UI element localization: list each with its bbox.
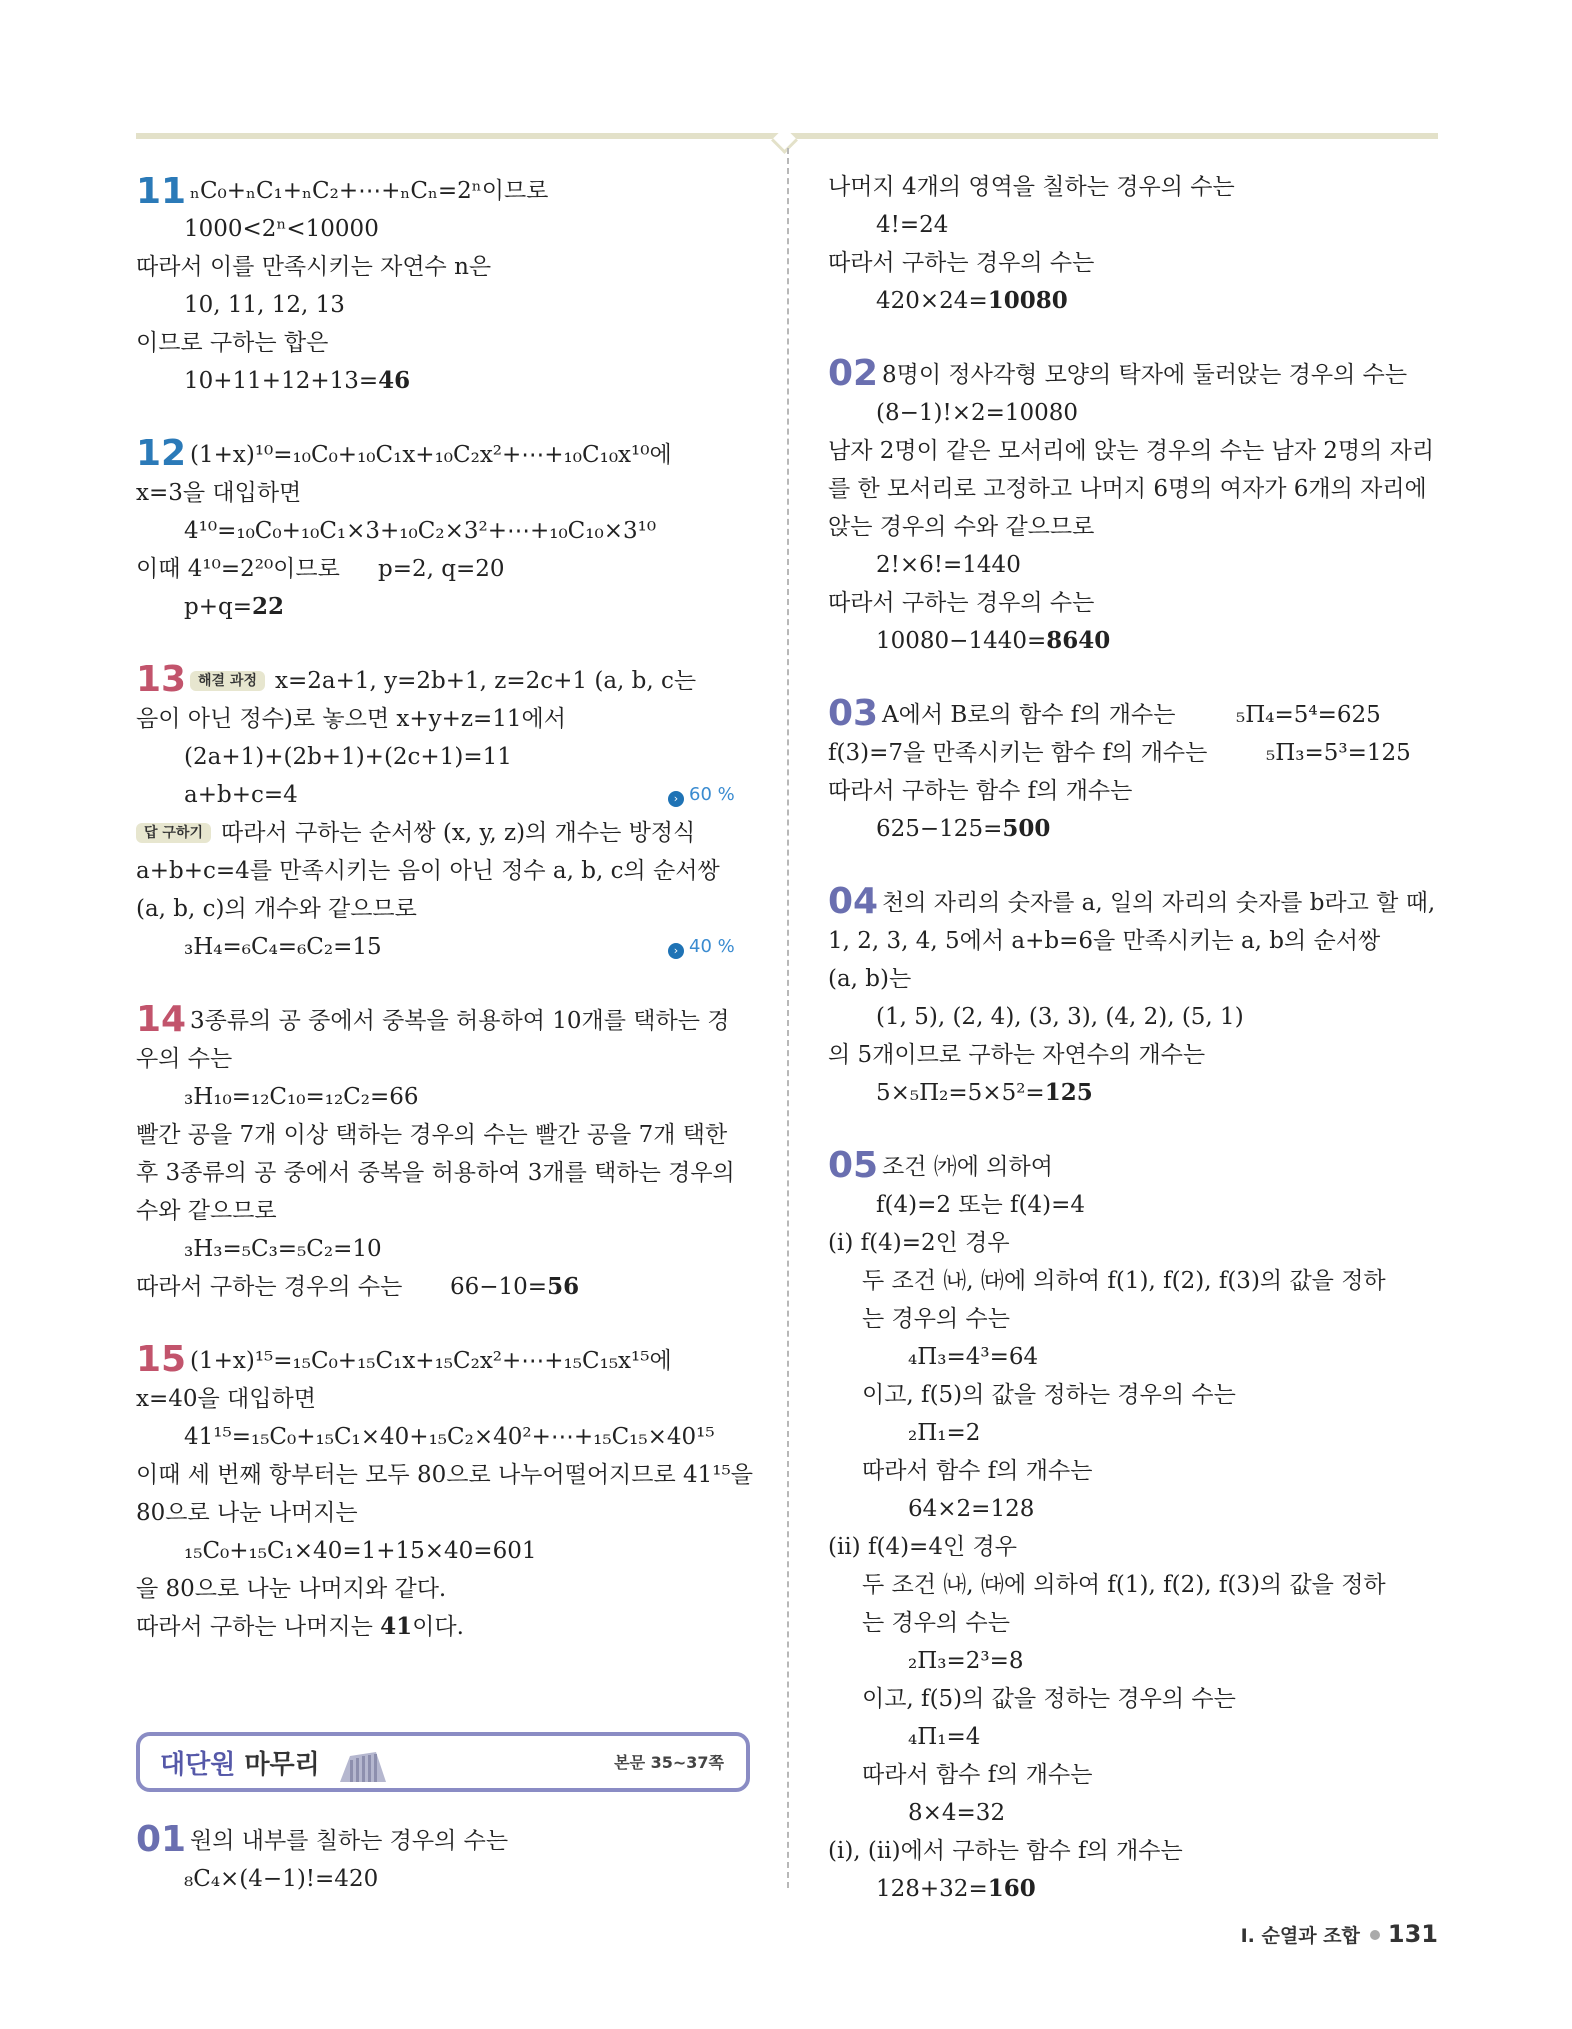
- page-reference: 본문 35~37쪽: [614, 1753, 724, 1772]
- text-line: 는 경우의 수는: [862, 1306, 1010, 1332]
- answer: 500: [1002, 815, 1051, 842]
- expression: 420×24=: [876, 288, 988, 314]
- expression: 625−125=: [876, 816, 1003, 842]
- text-line: 10, 11, 12, 13: [184, 292, 345, 318]
- circle-arrow-icon: ›: [668, 791, 684, 807]
- text-line: 는 경우의 수는: [862, 1610, 1010, 1636]
- text-line: 원의 내부를 칠하는 경우의 수는: [190, 1828, 509, 1854]
- text-line: 을 80으로 나눈 나머지와 같다.: [136, 1576, 447, 1602]
- banner-title: 대단원 마무리: [160, 1750, 320, 1780]
- text-line: 따라서 구하는 함수 f의 개수는: [828, 778, 1133, 804]
- problem-number: 01: [136, 1819, 187, 1860]
- text-line: (1+x)¹⁰=₁₀C₀+₁₀C₁x+₁₀C₂x²+⋯+₁₀C₁₀x¹⁰에: [190, 442, 672, 468]
- problem-number: 13: [136, 659, 187, 700]
- text-line: 를 한 모서리로 고정하고 나머지 6명의 여자가 6개의 자리에: [828, 476, 1427, 502]
- text-line: (1+x)¹⁵=₁₅C₀+₁₅C₁x+₁₅C₂x²+⋯+₁₅C₁₅x¹⁵에: [190, 1348, 672, 1374]
- problem-number: 15: [136, 1339, 187, 1380]
- text-line: ₄Π₁=4: [908, 1724, 981, 1750]
- column-divider: [787, 148, 789, 1888]
- answer-line: [876, 1078, 1093, 1108]
- text-line: (8−1)!×2=10080: [876, 400, 1079, 426]
- answer: 10080: [987, 287, 1068, 314]
- text-line: 8×4=32: [908, 1800, 1006, 1826]
- text-line: 4¹⁰=₁₀C₀+₁₀C₁×3+₁₀C₂×3²+⋯+₁₀C₁₀×3¹⁰: [184, 518, 657, 544]
- text-line: 따라서 구하는 순서쌍 (x, y, z)의 개수는 방정식: [220, 820, 696, 846]
- building-icon: [336, 1742, 388, 1782]
- text-line: 따라서 함수 f의 개수는: [862, 1458, 1093, 1484]
- expression: 66−10=: [450, 1274, 548, 1300]
- step-chip: 답 구하기: [136, 823, 211, 843]
- answer: 41: [380, 1613, 413, 1640]
- answer-line: [876, 626, 1110, 656]
- answer: 8640: [1046, 627, 1111, 654]
- answer-line: [136, 1612, 464, 1642]
- answer-line: [450, 1272, 579, 1302]
- text: 따라서 구하는 나머지는: [136, 1614, 373, 1640]
- text-line: f(3)=7을 만족시키는 함수 f의 개수는: [828, 740, 1208, 766]
- answer: 46: [378, 367, 411, 394]
- text-line: (a, b)는: [828, 966, 912, 992]
- text-line: 이고, f(5)의 값을 정하는 경우의 수는: [862, 1686, 1236, 1712]
- expression: p+q=: [184, 594, 252, 620]
- text-line: 4!=24: [876, 212, 949, 238]
- text-line: ₙC₀+ₙC₁+ₙC₂+⋯+ₙCₙ=2ⁿ이므로: [190, 178, 549, 204]
- problem-number: 04: [828, 881, 879, 922]
- text-line: ₁₅C₀+₁₅C₁×40=1+15×40=601: [184, 1538, 537, 1564]
- expression: 5×₅Π₂=5×5²=: [876, 1080, 1045, 1106]
- text-line: 2!×6!=1440: [876, 552, 1021, 578]
- answer-line: [876, 286, 1068, 316]
- expression: 10+11+12+13=: [184, 368, 379, 394]
- score-badge: › 40 %: [668, 932, 735, 962]
- answer: 160: [987, 1875, 1036, 1902]
- text-line: 8명이 정사각형 모양의 탁자에 둘러앉는 경우의 수는: [882, 362, 1408, 388]
- problem-number: 05: [828, 1145, 879, 1186]
- text-line: 수와 같으므로: [136, 1198, 277, 1224]
- text: 이다.: [412, 1614, 464, 1640]
- problem-number: 12: [136, 433, 187, 474]
- text-line: 따라서 구하는 경우의 수는: [136, 1274, 403, 1300]
- bullet-dot-icon: [1370, 1930, 1380, 1940]
- text-line: ₃H₁₀=₁₂C₁₀=₁₂C₂=66: [184, 1084, 419, 1110]
- text-line: 3종류의 공 중에서 중복을 허용하여 10개를 택하는 경: [190, 1008, 730, 1034]
- answer: 125: [1044, 1079, 1093, 1106]
- score-badge: › 60 %: [668, 780, 735, 810]
- text-line: 나머지 4개의 영역을 칠하는 경우의 수는: [828, 174, 1235, 200]
- text-line: 이때 4¹⁰=2²⁰이므로: [136, 556, 340, 582]
- chapter-label: Ⅰ. 순열과 조합: [1240, 1925, 1360, 1947]
- text-line: A에서 B로의 함수 f의 개수는: [882, 702, 1176, 728]
- text-line: 따라서 함수 f의 개수는: [862, 1762, 1093, 1788]
- circle-arrow-icon: ›: [668, 943, 684, 959]
- text-line: a+b+c=4를 만족시키는 음이 아닌 정수 a, b, c의 순서쌍: [136, 858, 720, 884]
- text-line: p=2, q=20: [378, 556, 505, 582]
- problem-number: 03: [828, 693, 879, 734]
- step-chip: 해결 과정: [190, 671, 265, 691]
- text-line: 우의 수는: [136, 1046, 233, 1072]
- text-line: ₄Π₃=4³=64: [908, 1344, 1039, 1370]
- text-line: 따라서 이를 만족시키는 자연수 n은: [136, 254, 492, 280]
- expression: 10080−1440=: [876, 628, 1047, 654]
- answer-line: [876, 814, 1050, 844]
- page-footer: [1241, 1920, 1438, 1948]
- text-line: (2a+1)+(2b+1)+(2c+1)=11: [184, 744, 512, 770]
- text-line: 이므로 구하는 합은: [136, 330, 329, 356]
- text-line: x=3을 대입하면: [136, 480, 302, 506]
- answer: 56: [547, 1273, 580, 1300]
- text-line: 후 3종류의 공 중에서 중복을 허용하여 3개를 택하는 경우의: [136, 1160, 735, 1186]
- text-line: (ii) f(4)=4인 경우: [828, 1534, 1017, 1560]
- answer-line: [184, 366, 410, 396]
- answer-line: [184, 592, 284, 622]
- text-line: ₂Π₃=2³=8: [908, 1648, 1024, 1674]
- page-number: 131: [1387, 1920, 1438, 1948]
- text-line: 남자 2명이 같은 모서리에 앉는 경우의 수는 남자 2명의 자리: [828, 438, 1435, 464]
- text-line: 따라서 구하는 경우의 수는: [828, 250, 1095, 276]
- text-line: a+b+c=4: [184, 782, 298, 808]
- top-rule-notch: [771, 127, 798, 154]
- text-line: x=40을 대입하면: [136, 1386, 316, 1412]
- text-line: f(4)=2 또는 f(4)=4: [876, 1192, 1086, 1218]
- text-line: ₃H₃=₅C₃=₅C₂=10: [184, 1236, 382, 1262]
- expression: 128+32=: [876, 1876, 988, 1902]
- text-line: (i) f(4)=2인 경우: [828, 1230, 1010, 1256]
- text-line: 천의 자리의 숫자를 a, 일의 자리의 숫자를 b라고 할 때,: [882, 890, 1436, 916]
- text-line: (1, 5), (2, 4), (3, 3), (4, 2), (5, 1): [876, 1004, 1244, 1030]
- text-line: 의 5개이므로 구하는 자연수의 개수는: [828, 1042, 1206, 1068]
- problem-number: 14: [136, 999, 187, 1040]
- text-line: 41¹⁵=₁₅C₀+₁₅C₁×40+₁₅C₂×40²+⋯+₁₅C₁₅×40¹⁵: [184, 1424, 715, 1450]
- text-line: 따라서 구하는 경우의 수는: [828, 590, 1095, 616]
- unit-review-banner: [136, 1732, 750, 1792]
- text-line: ₅Π₄=5⁴=625: [1236, 702, 1381, 728]
- text-line: 빨간 공을 7개 이상 택하는 경우의 수는 빨간 공을 7개 택한: [136, 1122, 728, 1148]
- problem-number: 11: [136, 171, 187, 212]
- text-line: 80으로 나눈 나머지는: [136, 1500, 358, 1526]
- text-line: 64×2=128: [908, 1496, 1035, 1522]
- text-line: x=2a+1, y=2b+1, z=2c+1 (a, b, c는: [274, 668, 697, 694]
- text-line: (a, b, c)의 개수와 같으므로: [136, 896, 417, 922]
- text-line: ₂Π₁=2: [908, 1420, 981, 1446]
- problem-number: 02: [828, 353, 879, 394]
- text-line: ₅Π₃=5³=125: [1266, 740, 1411, 766]
- text-line: ₈C₄×(4−1)!=420: [184, 1866, 379, 1892]
- answer-line: [876, 1874, 1036, 1904]
- text-line: 앉는 경우의 수와 같으므로: [828, 514, 1095, 540]
- text-line: 음이 아닌 정수)로 놓으면 x+y+z=11에서: [136, 706, 566, 732]
- text-line: ₃H₄=₆C₄=₆C₂=15: [184, 934, 382, 960]
- text-line: 이고, f(5)의 값을 정하는 경우의 수는: [862, 1382, 1236, 1408]
- text-line: 조건 ㈎에 의하여: [882, 1154, 1053, 1180]
- text-line: 1000<2ⁿ<10000: [184, 216, 379, 242]
- text-line: 1, 2, 3, 4, 5에서 a+b=6을 만족시키는 a, b의 순서쌍: [828, 928, 1381, 954]
- text-line: 두 조건 ㈏, ㈐에 의하여 f(1), f(2), f(3)의 값을 정하: [862, 1572, 1386, 1598]
- text-line: 이때 세 번째 항부터는 모두 80으로 나누어떨어지므로 41¹⁵을: [136, 1462, 753, 1488]
- text-line: 두 조건 ㈏, ㈐에 의하여 f(1), f(2), f(3)의 값을 정하: [862, 1268, 1386, 1294]
- answer: 22: [252, 593, 285, 620]
- text-line: (i), (ii)에서 구하는 함수 f의 개수는: [828, 1838, 1183, 1864]
